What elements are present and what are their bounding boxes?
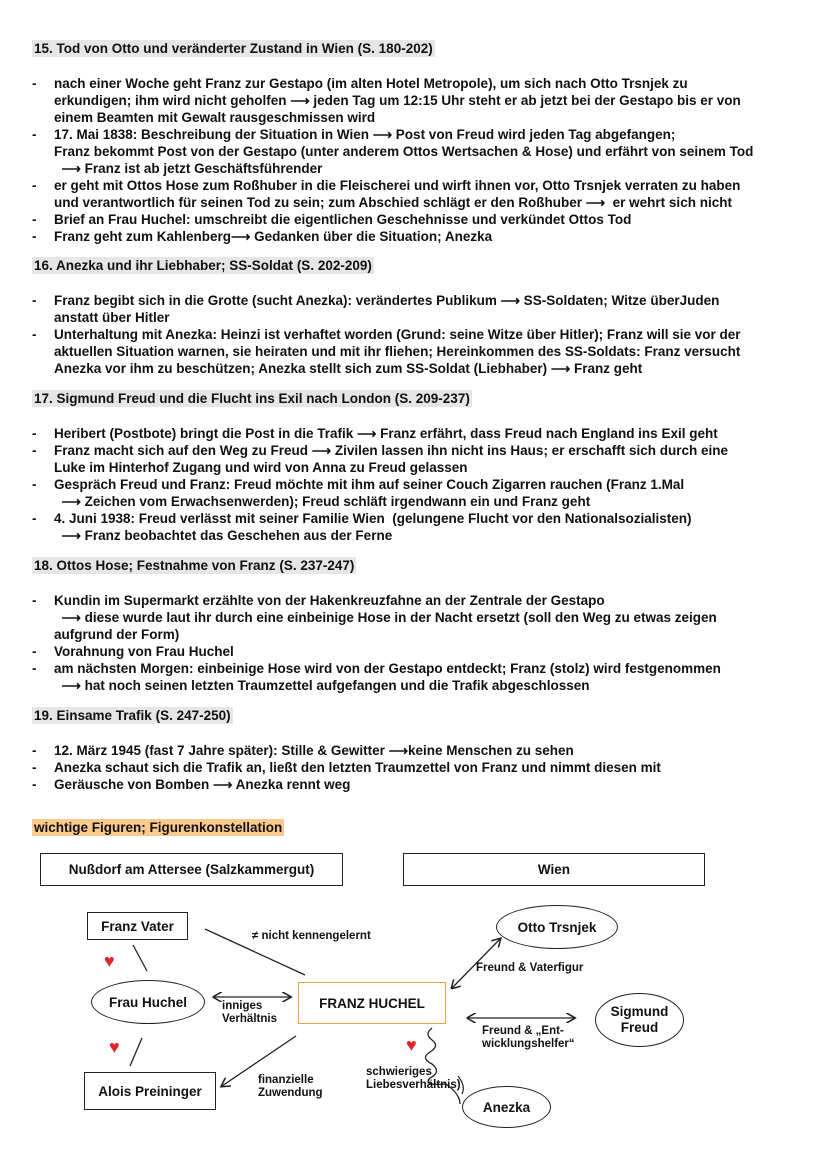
label-finanzielle-zuwendung: finanzielle Zuwendung	[258, 1074, 323, 1099]
heart-icon: ♥	[406, 1035, 417, 1055]
list-item-line: ⟶ diese wurde laut ihr durch eine einbeinige Hose in der Nacht ersetzt (soll den Weg zu etwas zeigen	[54, 610, 717, 625]
section-pages: (S. 180-202)	[357, 41, 433, 56]
list-item-line: ⟶ Zeichen vom Erwachsenwerden); Freud schläft irgendwann ein und Franz geht	[54, 494, 591, 509]
figure-alois-preininger: Alois Preininger	[84, 1072, 216, 1110]
label-entwicklungshelfer: Freund & „Ent- wicklungshelfer“	[482, 1025, 575, 1050]
list-item-line: ⟶ Franz ist ab jetzt Geschäftsführender	[54, 161, 323, 176]
label-liebesverhaeltnis: schwieriges Liebesverhältnis)	[366, 1066, 461, 1091]
list-item-line: Luke im Hinterhof Zugang und wird von Anna zu Freud gelassen	[54, 460, 468, 475]
list-item-line: - Vorahnung von Frau Huchel	[54, 644, 234, 659]
list-item-line: - am nächsten Morgen: einbeinige Hose wird von der Gestapo entdeckt; Franz (stolz) wird festgenommen	[54, 661, 721, 676]
list-item-line: einem Beamten mit Gewalt rausgeschmissen wird	[54, 110, 376, 125]
list-item-line: - Unterhaltung mit Anezka: Heinzi ist verhaftet worden (Grund: seine Witze über Hitler); Franz will sie vor der	[54, 327, 741, 342]
figure-franz-vater: Franz Vater	[87, 912, 188, 940]
list-item-line: - 4. Juni 1938: Freud verlässt mit seiner Familie Wien (gelungene Flucht vor den Nationalsozialisten)	[54, 511, 692, 526]
section-pages: (S. 247-250)	[155, 708, 231, 723]
list-item-line: aktuellen Situation warnen, sie heiraten und mit ihr fliehen; Hereinkommen des SS-Soldats: Franz versucht	[54, 344, 741, 359]
list-item-line: - Anezka schaut sich die Trafik an, ließt den letzten Traumzettel von Franz und nimmt diesen mit	[54, 760, 661, 775]
list-item-line: - er geht mit Ottos Hose zum Roßhuber in die Fleischerei und wirft ihnen vor, Otto Trsnjek verraten zu haben	[54, 178, 741, 193]
line-huchel-alois	[130, 1038, 142, 1066]
list-item-line: - 12. März 1945 (fast 7 Jahre später): Stille & Gewitter ⟶keine Menschen zu sehen	[54, 743, 574, 758]
list-item-line: - Kundin im Supermarkt erzählte von der Hakenkreuzfahne an der Zentrale der Gestapo	[54, 593, 605, 608]
label-nicht-kennengelernt: ≠ nicht kennengelernt	[252, 930, 371, 942]
figure-sigmund-freud: Sigmund Freud	[595, 993, 684, 1047]
section-title: 17. Sigmund Freud und die Flucht ins Exil nach London	[34, 391, 392, 406]
section-pages: (S. 202-209)	[296, 258, 372, 273]
list-item-line: - Gespräch Freud und Franz: Freud möchte mit ihm auf seiner Couch Zigarren rauchen (Franz 1.Mal	[54, 477, 685, 492]
figure-frau-huchel: Frau Huchel	[91, 980, 205, 1024]
list-item-line: - Franz geht zum Kahlenberg⟶ Gedanken über die Situation; Anezka	[54, 229, 493, 244]
label-freund-vaterfigur: Freund & Vaterfigur	[476, 962, 584, 974]
list-item-line: Anezka vor ihm zu beschützen; Anezka stellt sich zum SS-Soldat (Liebhaber) ⟶ Franz geht	[54, 361, 643, 376]
list-item-line: und verantwortlich für seinen Tod zu sein; zum Abschied schlägt er den Roßhuber ⟶ er wehrt sich nicht	[54, 195, 732, 210]
figures-heading: wichtige Figuren; Figurenkonstellation	[34, 820, 283, 835]
list-item-line: - Franz macht sich auf den Weg zu Freud ⟶ Zivilen lassen ihn nicht ins Haus; er erschafft sich durch eine	[54, 443, 728, 458]
list-item-line: - Geräusche von Bomben ⟶ Anezka rennt weg	[54, 777, 351, 792]
heart-icon: ♥	[109, 1037, 120, 1057]
section-title: 16. Anezka und ihr Liebhaber; SS-Soldat	[34, 258, 294, 273]
section-pages: (S. 237-247)	[279, 558, 355, 573]
place-wien: Wien	[403, 853, 705, 886]
list-item-line: aufgrund der Form)	[54, 627, 180, 642]
list-item-line: ⟶ Franz beobachtet das Geschehen aus der Ferne	[54, 528, 393, 543]
figure-anezka: Anezka	[462, 1086, 551, 1128]
list-item-line: - 17. Mai 1838: Beschreibung der Situation in Wien ⟶ Post von Freud wird jeden Tag abgefangen;	[54, 127, 676, 142]
section-title: 18. Ottos Hose; Festnahme von Franz	[34, 558, 276, 573]
label-inniges-verhaeltnis: inniges Verhältnis	[222, 1000, 277, 1025]
list-item-line: - Franz begibt sich in die Grotte (sucht Anezka): verändertes Publikum ⟶ SS-Soldaten; Witze überJuden	[54, 293, 720, 308]
list-item-line: - Brief an Frau Huchel: umschreibt die eigentlichen Geschehnisse und verkündet Ottos Tod	[54, 212, 632, 227]
section-title: 15. Tod von Otto und veränderter Zustand in Wien	[34, 41, 354, 56]
list-item-line: ⟶ hat noch seinen letzten Traumzettel aufgefangen und die Trafik abgeschlossen	[54, 678, 590, 693]
place-nussdorf: Nußdorf am Attersee (Salzkammergut)	[40, 853, 343, 886]
figure-otto-trsnjek: Otto Trsnjek	[496, 905, 618, 949]
line-vater-huchel	[133, 945, 147, 971]
section-title: 19. Einsame Trafik	[34, 708, 152, 723]
list-item-line: anstatt über Hitler	[54, 310, 170, 325]
list-item-line: - Heribert (Postbote) bringt die Post in die Trafik ⟶ Franz erfährt, dass Freud nach England ins Exil geht	[54, 426, 718, 441]
figure-franz-huchel: FRANZ HUCHEL	[298, 982, 446, 1024]
list-item-line: - nach einer Woche geht Franz zur Gestapo (im alten Hotel Metropole), um sich nach Otto Trsnjek zu	[54, 76, 688, 91]
list-item-line: erkundigen; ihm wird nicht geholfen ⟶ jeden Tag um 12:15 Uhr steht er ab jetzt bei der Gestapo bis er von	[54, 93, 741, 108]
heart-icon: ♥	[104, 951, 115, 971]
list-item-line: Franz bekommt Post von der Gestapo (unter anderem Ottos Wertsachen & Hose) und erfährt von seinem Tod	[54, 144, 754, 159]
section-pages: (S. 209-237)	[394, 391, 470, 406]
